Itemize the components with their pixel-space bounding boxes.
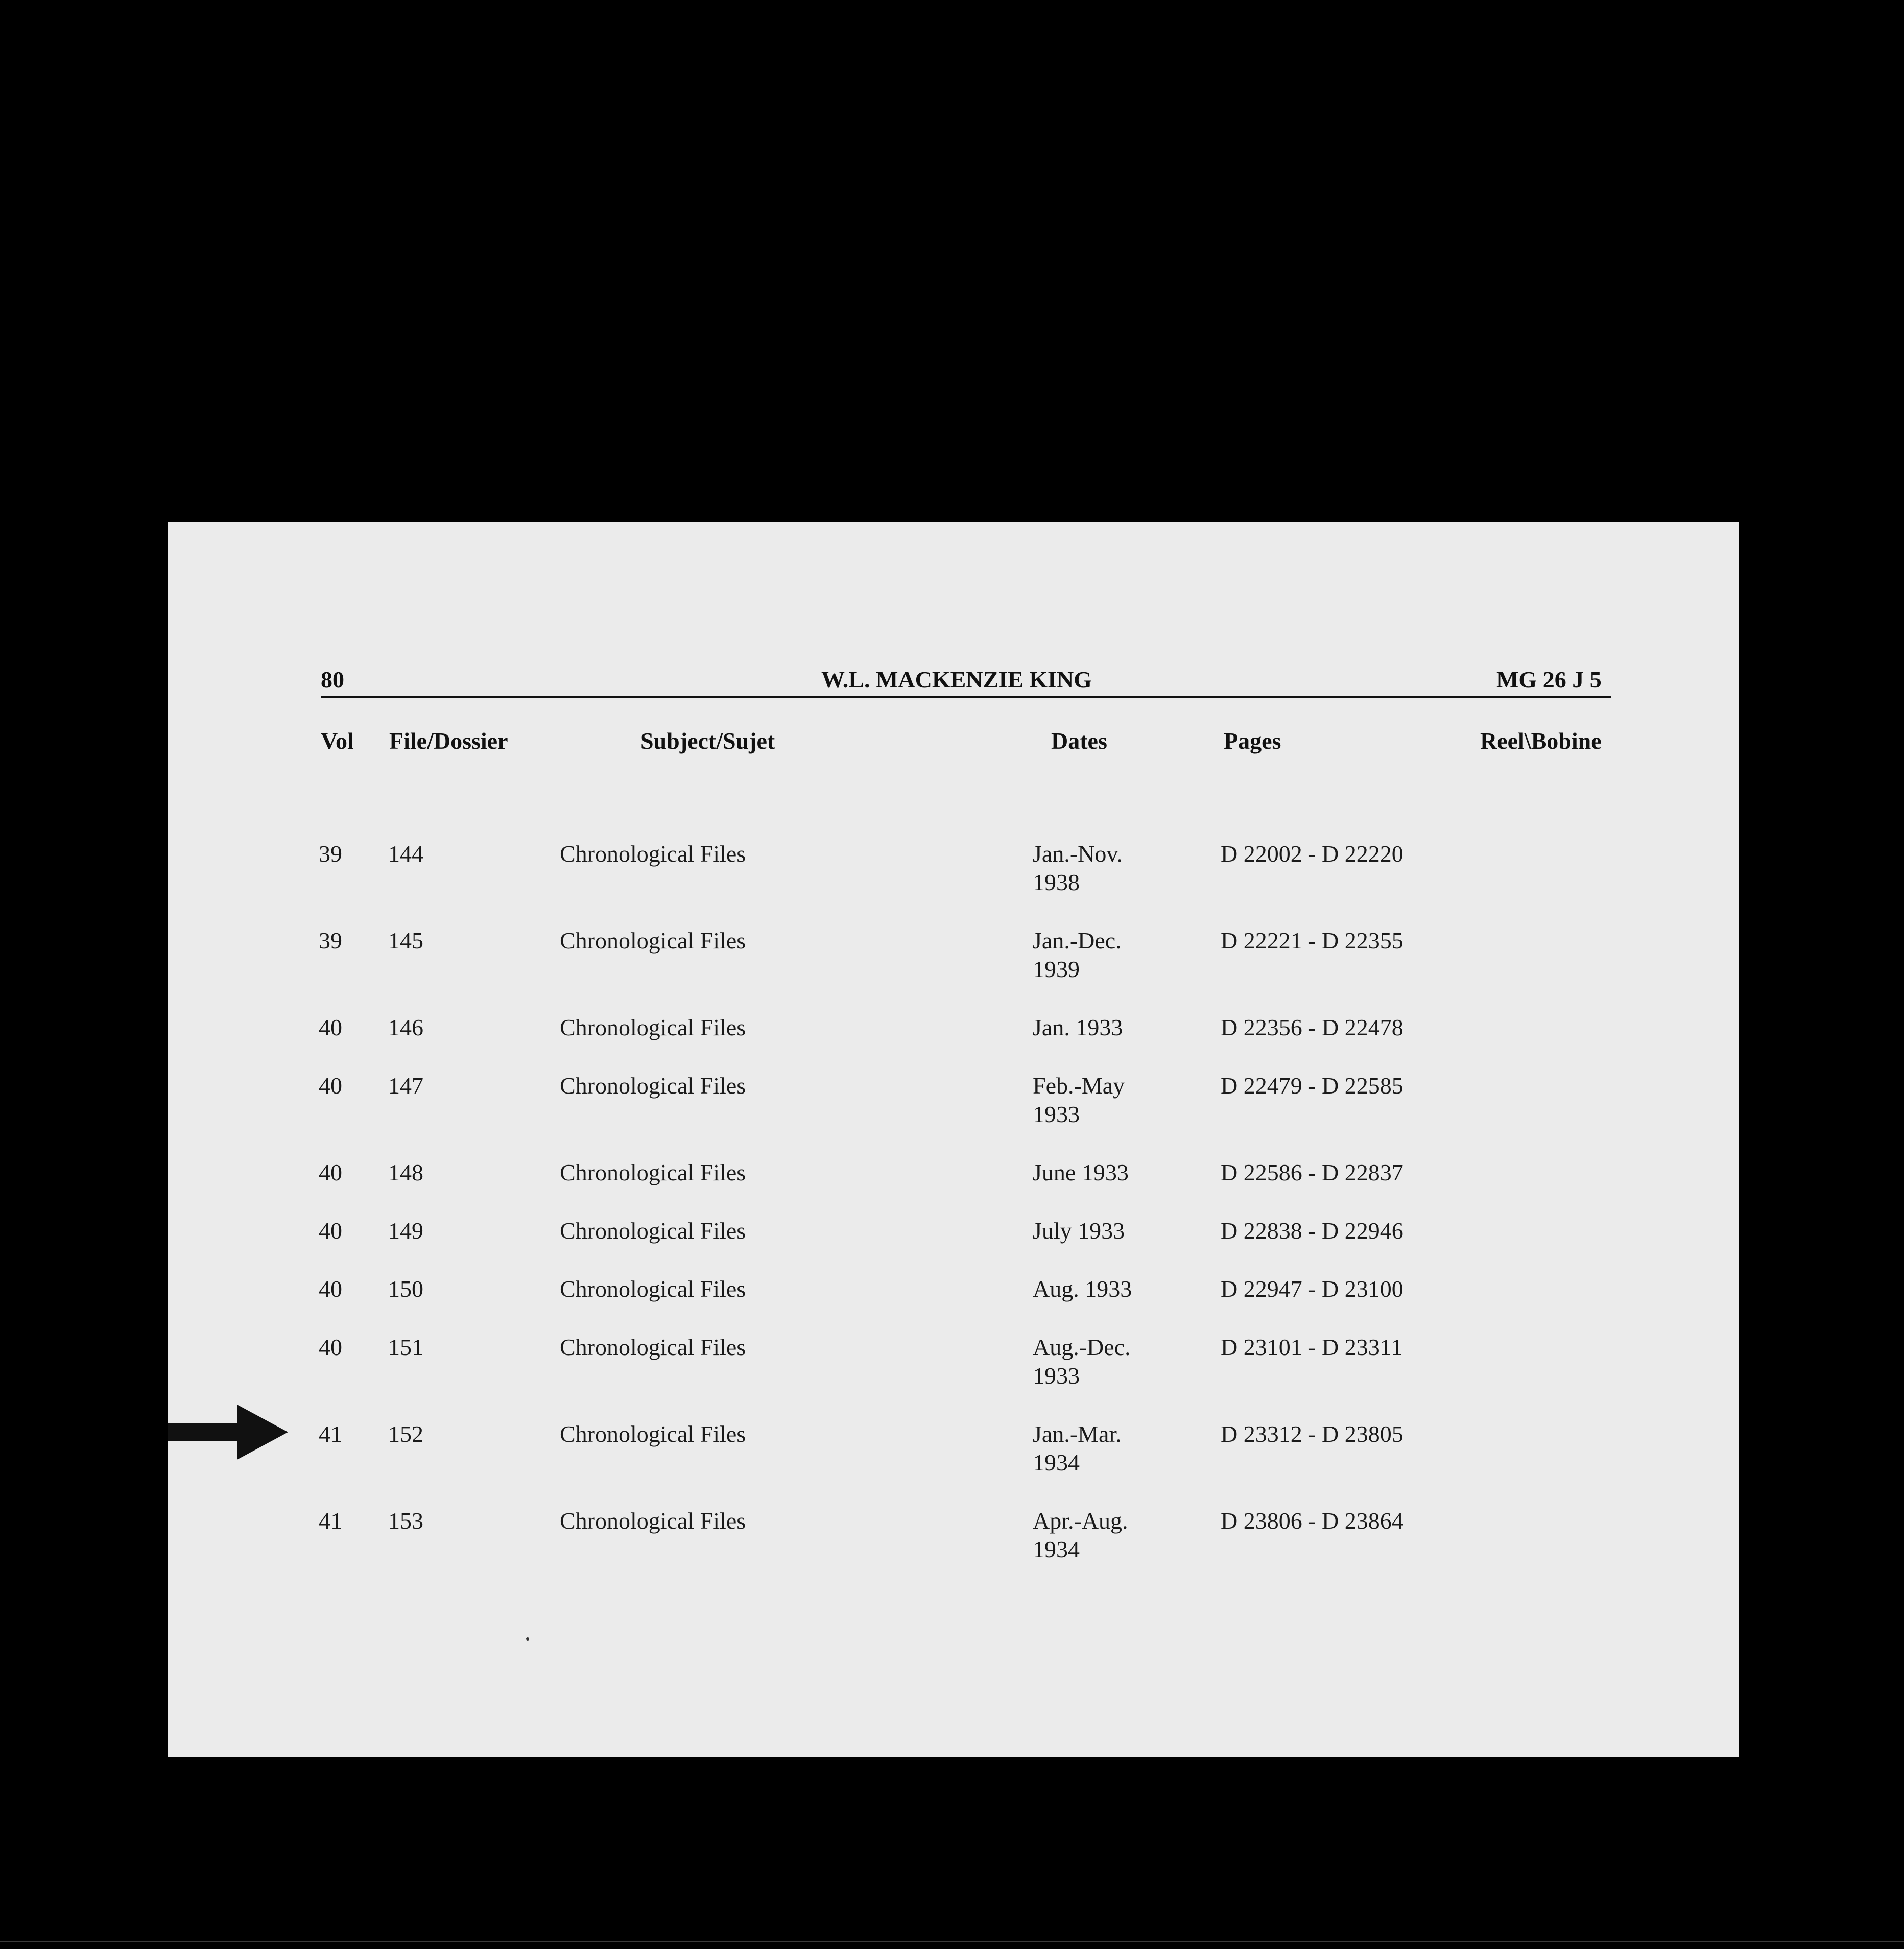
table-row — [0, 1013, 1904, 1075]
document-page — [168, 522, 1739, 1757]
row-dates-line1: July 1933 — [1033, 1218, 1125, 1244]
table-row — [0, 1507, 1904, 1568]
column-header-reel: Reel\Bobine — [1480, 728, 1602, 754]
table-row — [0, 1275, 1904, 1336]
row-pages: D 22838 - D 22946 — [1221, 1218, 1403, 1244]
row-vol: 40 — [319, 1276, 342, 1302]
row-file: 148 — [388, 1159, 423, 1185]
column-header-pages: Pages — [1224, 728, 1281, 754]
row-vol: 40 — [319, 1014, 342, 1040]
row-subject: Chronological Files — [560, 1276, 746, 1302]
row-pages: D 23312 - D 23805 — [1221, 1421, 1403, 1447]
row-file: 150 — [388, 1276, 423, 1302]
row-dates — [1033, 1158, 1129, 1187]
page-number: 80 — [321, 667, 344, 693]
row-dates-line1: Aug.-Dec. — [1033, 1334, 1131, 1360]
table-row — [0, 926, 1904, 988]
table-row — [0, 1217, 1904, 1278]
column-header-dates: Dates — [1051, 728, 1107, 754]
table-row — [0, 1072, 1904, 1133]
column-header-vol: Vol — [321, 728, 354, 754]
row-dates-line1: Jan. 1933 — [1033, 1014, 1123, 1040]
row-dates-line2: 1934 — [1033, 1536, 1080, 1562]
row-vol: 39 — [319, 841, 342, 867]
row-vol: 40 — [319, 1334, 342, 1360]
row-subject: Chronological Files — [560, 1334, 746, 1360]
row-dates-line1: Apr.-Aug. — [1033, 1508, 1128, 1534]
row-dates-line2: 1938 — [1033, 869, 1080, 895]
row-dates — [1033, 1275, 1132, 1303]
row-file: 153 — [388, 1508, 423, 1534]
row-pages: D 22356 - D 22478 — [1221, 1014, 1403, 1040]
row-pages: D 22947 - D 23100 — [1221, 1276, 1403, 1302]
row-file: 151 — [388, 1334, 423, 1360]
row-dates-line1: Jan.-Mar. — [1033, 1421, 1122, 1447]
row-file: 145 — [388, 928, 423, 954]
row-subject: Chronological Files — [560, 1421, 746, 1447]
row-file: 144 — [388, 841, 423, 867]
row-file: 152 — [388, 1421, 423, 1447]
row-subject: Chronological Files — [560, 928, 746, 954]
header-rule — [321, 696, 1611, 698]
row-dates-line1: Jan.-Dec. — [1033, 928, 1122, 954]
table-row — [0, 1333, 1904, 1394]
row-vol: 41 — [319, 1508, 342, 1534]
row-subject: Chronological Files — [560, 1014, 746, 1040]
row-vol: 40 — [319, 1159, 342, 1185]
row-dates-line2: 1934 — [1033, 1449, 1080, 1476]
row-dates — [1033, 1013, 1123, 1042]
row-subject: Chronological Files — [560, 1159, 746, 1185]
document-title: W.L. MACKENZIE KING — [821, 667, 1092, 693]
column-header-subject: Subject/Sujet — [640, 728, 775, 754]
row-pages: D 23101 - D 23311 — [1221, 1334, 1403, 1360]
row-dates-line1: Feb.-May — [1033, 1073, 1125, 1099]
row-pages: D 22586 - D 22837 — [1221, 1159, 1403, 1185]
row-dates — [1033, 926, 1122, 984]
scan-edge-line — [0, 1941, 1904, 1942]
row-dates — [1033, 1420, 1122, 1477]
table-row — [0, 840, 1904, 901]
table-row — [0, 1158, 1904, 1220]
column-header-file: File/Dossier — [389, 728, 508, 754]
row-dates-line2: 1933 — [1033, 1101, 1080, 1127]
scan-speck — [526, 1637, 529, 1641]
row-vol: 39 — [319, 928, 342, 954]
row-pages: D 22002 - D 22220 — [1221, 841, 1403, 867]
row-vol: 40 — [319, 1073, 342, 1099]
row-dates — [1033, 1333, 1131, 1390]
collection-reference: MG 26 J 5 — [1496, 667, 1602, 693]
row-subject: Chronological Files — [560, 1508, 746, 1534]
row-dates — [1033, 1072, 1125, 1129]
row-file: 149 — [388, 1218, 423, 1244]
right-arrow-icon — [168, 1404, 290, 1461]
row-file: 146 — [388, 1014, 423, 1040]
row-subject: Chronological Files — [560, 1218, 746, 1244]
row-subject: Chronological Files — [560, 1073, 746, 1099]
row-dates — [1033, 1217, 1125, 1245]
row-dates-line1: Jan.-Nov. — [1033, 841, 1123, 867]
row-dates-line1: Aug. 1933 — [1033, 1276, 1132, 1302]
row-vol: 41 — [319, 1421, 342, 1447]
row-pages: D 23806 - D 23864 — [1221, 1508, 1403, 1534]
row-dates — [1033, 1507, 1128, 1564]
row-subject: Chronological Files — [560, 841, 746, 867]
row-pages: D 22221 - D 22355 — [1221, 928, 1403, 954]
row-dates-line2: 1939 — [1033, 956, 1080, 982]
row-vol: 40 — [319, 1218, 342, 1244]
row-dates-line2: 1933 — [1033, 1363, 1080, 1389]
row-pages: D 22479 - D 22585 — [1221, 1073, 1403, 1099]
row-dates-line1: June 1933 — [1033, 1159, 1129, 1185]
row-file: 147 — [388, 1073, 423, 1099]
row-dates — [1033, 840, 1123, 897]
